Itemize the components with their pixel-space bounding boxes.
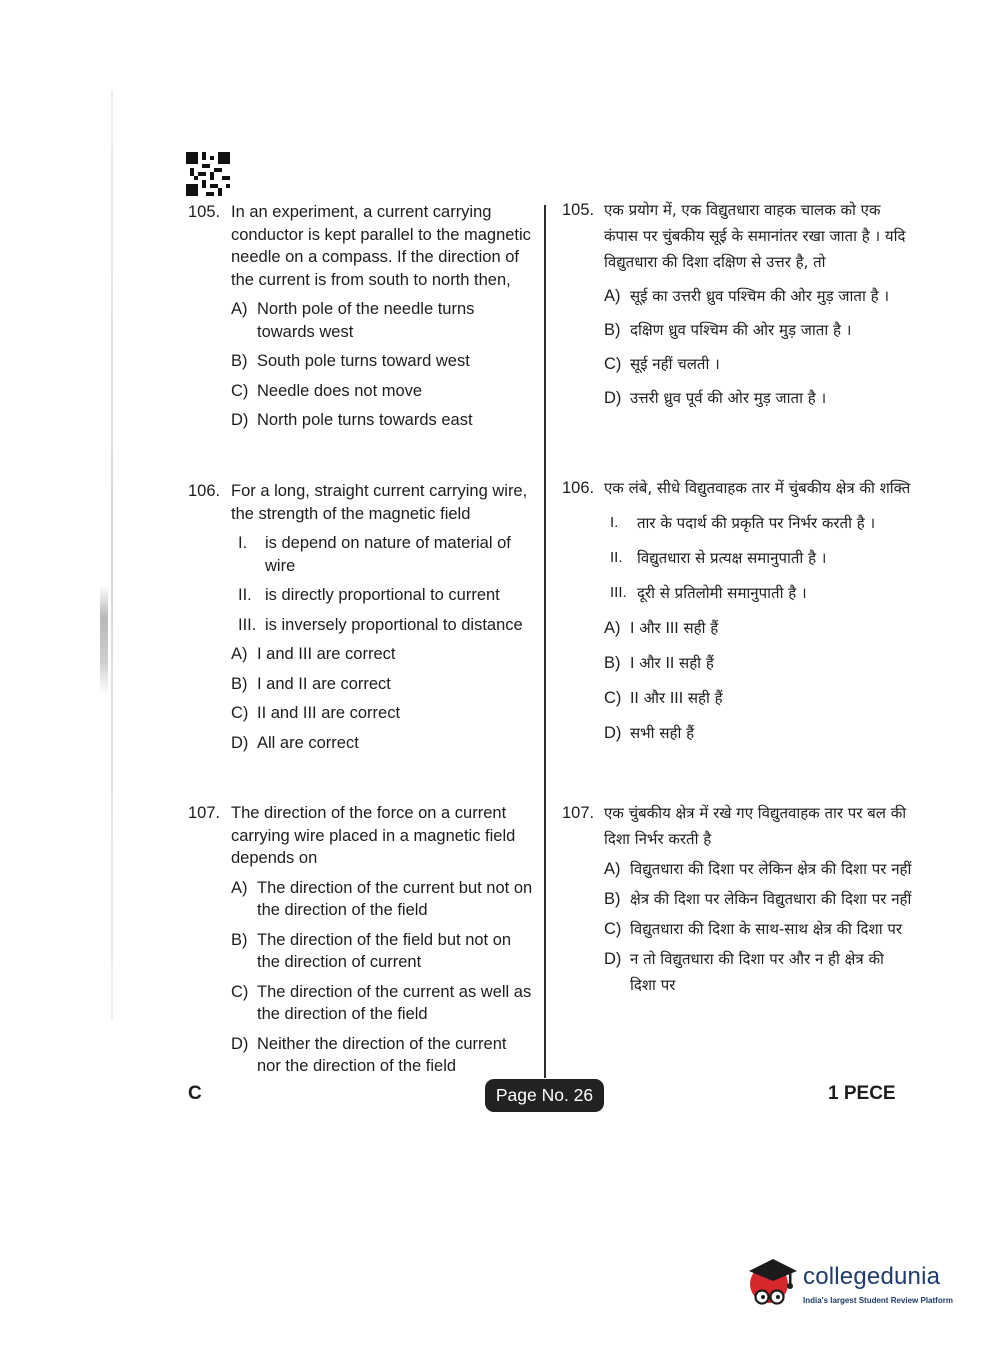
option-c: C) सूई नहीं चलती । [604, 355, 720, 373]
statement-1: I. is depend on nature of material of wire [238, 534, 511, 575]
question-text: The direction of the force on a current carrying wire placed in a magnetic field depends on [231, 804, 516, 867]
statement-3: III. दूरी से प्रतिलोमी समानुपाती है । [610, 584, 807, 602]
question-text: एक लंबे, सीधे विद्युतवाहक तार में चुंबकीय क्षेत्र की शक्ति [604, 479, 911, 497]
option-a: A) I and III are correct [231, 645, 396, 663]
question-number: 107. [562, 804, 595, 822]
question-number: 106. [188, 482, 221, 500]
column-divider [544, 205, 546, 1078]
option-b: B) क्षेत्र की दिशा पर लेकिन विद्युतधारा की दिशा पर नहीं [604, 890, 912, 908]
option-d: D) All are correct [231, 733, 359, 752]
option-d: D) न तो विद्युतधारा की दिशा पर और न ही क्षेत्र की दिशा पर [604, 950, 884, 994]
collegedunia-logo[interactable] [743, 1251, 973, 1313]
option-b: B) I और II सही हैं [604, 654, 714, 672]
paper-set-label: C [188, 1083, 202, 1104]
question-105-hi [562, 197, 912, 411]
question-text: एक प्रयोग में, एक विद्युतधारा वाहक चालक को एक कंपास पर चुंबकीय सूई के समानांतर रखा जाता है । यदि विद्युतधारा की दिशा दक्षिण से उत्तर है, तो [604, 201, 906, 271]
option-b: B) I and II are correct [231, 674, 391, 693]
option-d: D) उत्तरी ध्रुव पूर्व की ओर मुड़ जाता है । [604, 389, 827, 407]
option-a: A) I और III सही हैं [604, 619, 719, 637]
logo-wordmark: collegedunia [803, 1263, 941, 1290]
page-number-badge: Page No. 26 [485, 1079, 604, 1112]
statement-3: III. is inversely proportional to distance [238, 615, 523, 634]
option-a: A) North pole of the needle turns towards west [231, 300, 475, 341]
question-number: 105. [188, 203, 221, 221]
statement-1: I. तार के पदार्थ की प्रकृति पर निर्भर करती है । [610, 514, 876, 532]
question-106-hi [562, 475, 912, 746]
statement-2: II. is directly proportional to current [238, 586, 500, 604]
option-d: D) Neither the direction of the current nor the direction of the field [231, 1034, 507, 1075]
option-c: C) Needle does not move [231, 381, 423, 400]
option-c: C) The direction of the current as well as the direction of the field [231, 982, 532, 1023]
collegedunia-mascot-logo [743, 1251, 801, 1313]
question-text: In an experiment, a current carrying conductor is kept parallel to the magnetic needle on a compass. If the direction of the current is from south to north then, [231, 203, 531, 289]
scan-artifact-line [111, 90, 113, 1020]
logo-tagline: India's largest Student Review Platform [803, 1296, 953, 1305]
option-b: B) दक्षिण ध्रुव पश्चिम की ओर मुड़ जाता है । [604, 321, 852, 339]
question-text: For a long, straight current carrying wire, the strength of the magnetic field [231, 482, 528, 523]
question-text: एक चुंबकीय क्षेत्र में रखे गए विद्युतवाहक तार पर बल की दिशा निर्भर करती है [604, 804, 907, 848]
statement-2: II. विद्युतधारा से प्रत्यक्ष समानुपाती है । [610, 549, 827, 567]
question-number: 106. [562, 479, 595, 497]
question-number: 107. [188, 804, 221, 822]
option-a: A) सूई का उत्तरी ध्रुव पश्चिम की ओर मुड़ जाता है । [604, 287, 890, 305]
paper-code: 1 PECE [828, 1083, 896, 1104]
option-d: D) सभी सही हैं [604, 724, 695, 742]
option-c: C) विद्युतधारा की दिशा के साथ-साथ क्षेत्र की दिशा पर [604, 920, 903, 938]
question-number: 105. [562, 201, 595, 219]
option-b: B) The direction of the field but not on the direction of current [231, 930, 512, 971]
option-a: A) The direction of the current but not on the direction of the field [231, 878, 533, 919]
qr-code-icon [186, 152, 230, 196]
option-c: C) II and III are correct [231, 704, 401, 722]
option-b: B) South pole turns toward west [231, 352, 470, 370]
option-c: C) II और III सही हैं [604, 689, 723, 707]
question-106-en [188, 480, 533, 754]
question-107-en [188, 802, 533, 1078]
option-d: D) North pole turns towards east [231, 411, 473, 429]
question-107-hi [562, 800, 912, 998]
option-a: A) विद्युतधारा की दिशा पर लेकिन क्षेत्र की दिशा पर नहीं [604, 860, 912, 878]
question-105-en [188, 201, 533, 432]
scan-artifact-mark [100, 585, 108, 695]
